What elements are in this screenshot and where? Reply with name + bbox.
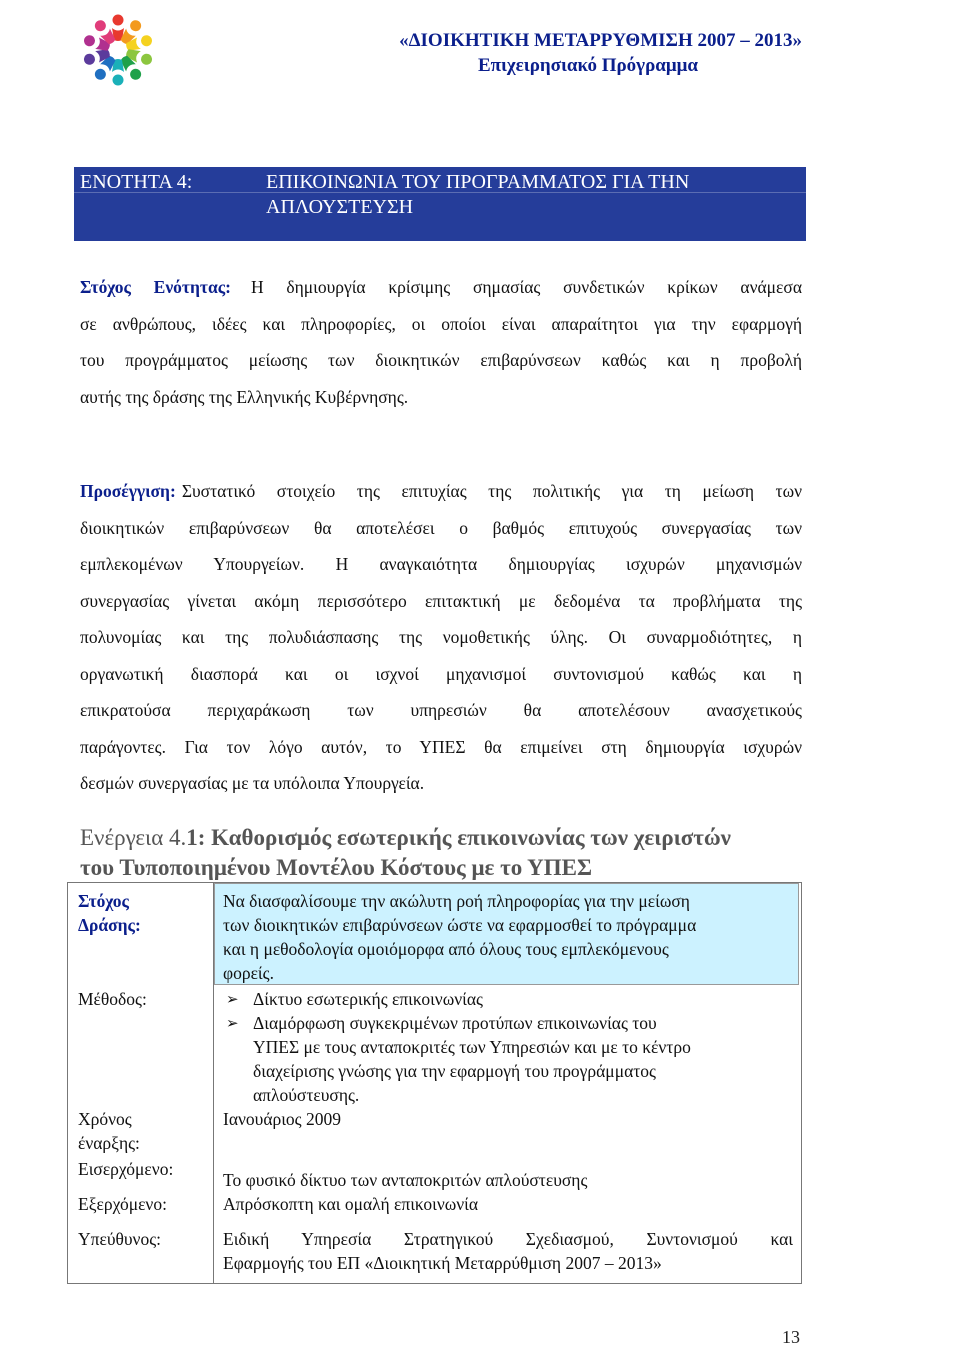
method-item-2: ➢ Διαμόρφωση συγκεκριμένων προτύπων επικοινωνίας του ΥΠΕΣ με τους ανταποκριτές των Υπηρεσιών και με το κέντρο διαχείρισης γνώσης για την εφαρμογή του προγράμματος απλούστευσης. [226,1013,691,1105]
output-label: Εξερχόμενο: [78,1194,167,1214]
banner-unit-number: ΕΝΟΤΗΤΑ 4: [80,171,193,193]
arrow-bullet-icon: ➢ [226,1014,239,1032]
arrow-bullet-icon: ➢ [226,990,239,1008]
action-title [80,823,731,883]
header-subtitle: Επιχειρησιακό Πρόγραμμα [477,55,698,76]
owner-value: Ειδική Υπηρεσία Στρατηγικού Σχεδιασμού, Συντονισμού και Εφαρμογής του ΕΠ «Διοικητική Μεταρρύθμιση 2007 – 2013» [223,1229,793,1273]
unit-goal-line1: Στόχος Ενότητας: Η δημιουργία κρίσιμης σημασίας συνδετικών κρίκων ανάμεσα [80,277,802,297]
banner-title-line2: ΑΠΛΟΥΣΤΕΥΣΗ [266,196,414,218]
approach-line8: παράγοντες. Για τον λόγο αυτόν, το ΥΠΕΣ θα επιμείνει στη δημιουργία ισχυρών [80,736,802,757]
approach-line1: Προσέγγιση: Συστατικό στοιχείο της επιτυχίας της πολιτικής για τη μείωση των [80,481,802,501]
method-list [223,987,793,1107]
unit-goal-line4: αυτής της δράσης της Ελληνικής Κυβέρνησης. [80,386,409,407]
method-label: Μέθοδος: [78,989,147,1009]
output-value: Απρόσκοπτη και ομαλή επικοινωνία [223,1194,479,1214]
owner-label: Υπεύθυνος: [78,1229,161,1249]
unit-goal-line3: του προγράμματος μείωσης των διοικητικών επιβαρύνσεων καθώς και η προβολή [80,350,802,370]
program-logo [78,10,158,90]
approach-line2: διοικητικών επιβαρύνσεων θα αποτελέσει ο βαθμός επιτυχούς συνεργασίας των [80,517,802,538]
header-title: «ΔΙΟΙΚΗΤΙΚΗ ΜΕΤΑΡΡΥΘΜΙΣΗ 2007 – 2013» [399,30,802,51]
approach-line5: πολυνομίας και της πολυδιάσπασης της νομοθετικής ύλης. Οι συναρμοδιότητες, η [80,627,802,647]
approach-line6: οργανωτική διασπορά και οι ισχνοί μηχανισμοί συντονισμού καθώς και η [80,663,802,684]
unit-goal-label: Στόχος Ενότητας: [80,277,231,297]
start-label: Χρόνος έναρξης: [78,1109,140,1153]
approach-paragraph [80,473,802,802]
goal-label: Στόχος Δράσης: [78,891,141,935]
unit-goal-paragraph [80,269,802,415]
people-ring-logo-icon [78,10,158,90]
method-item-1: ➢ Δίκτυο εσωτερικής επικοινωνίας [226,989,483,1009]
start-value: Ιανουάριος 2009 [223,1109,341,1129]
section-banner [74,167,806,241]
approach-line9: δεσμών συνεργασίας με τα υπόλοιπα Υπουργεία. [80,773,425,793]
approach-line7: επικρατούσα περιχαράκωση των υπηρεσιών θα αποτελέσουν ανασχετικούς [80,700,802,720]
approach-line3: εμπλεκομένων Υπουργείων. Η αναγκαιότητα δημιουργίας ισχυρών μηχανισμών [80,554,802,574]
unit-goal-line2: σε ανθρώπους, ιδέες και πληροφορίες, οι οποίοι είναι απαραίτητοι για την εφαρμογή [80,313,802,334]
action-title-line2: του Τυποποιημένου Μοντέλου Κόστους με το ΥΠΕΣ [80,855,592,880]
approach-line4: συνεργασίας γίνεται ακόμη περισσότερο επιτακτική με δεδομένα τα προβλήματα της [80,590,802,611]
goal-text: Να διασφαλίσουμε την ακώλυτη ροή πληροφορίας για την μείωση των διοικητικών επιβαρύνσεων ώστε να εφαρμοσθεί το πρόγραμμα και η μεθοδολογία ομοιόμορφα από όλους τους εμπλεκόμενους φορείς. [223,891,697,983]
page-number: 13 [782,1327,800,1347]
input-value: Το φυσικό δίκτυο των ανταποκριτών απλούστευσης [223,1170,588,1190]
action-title-line1: Ενέργεια 4.1: Καθορισμός εσωτερικής επικοινωνίας των χειριστών [80,825,731,850]
input-label: Εισερχόμενο: [78,1159,174,1179]
banner-title-line1: ΕΠΙΚΟΙΝΩΝΙΑ ΤΟΥ ΠΡΟΓΡΑΜΜΑΤΟΣ ΓΙΑ ΤΗΝ [266,171,690,193]
approach-label: Προσέγγιση: [80,481,176,501]
action-table [67,882,802,1284]
